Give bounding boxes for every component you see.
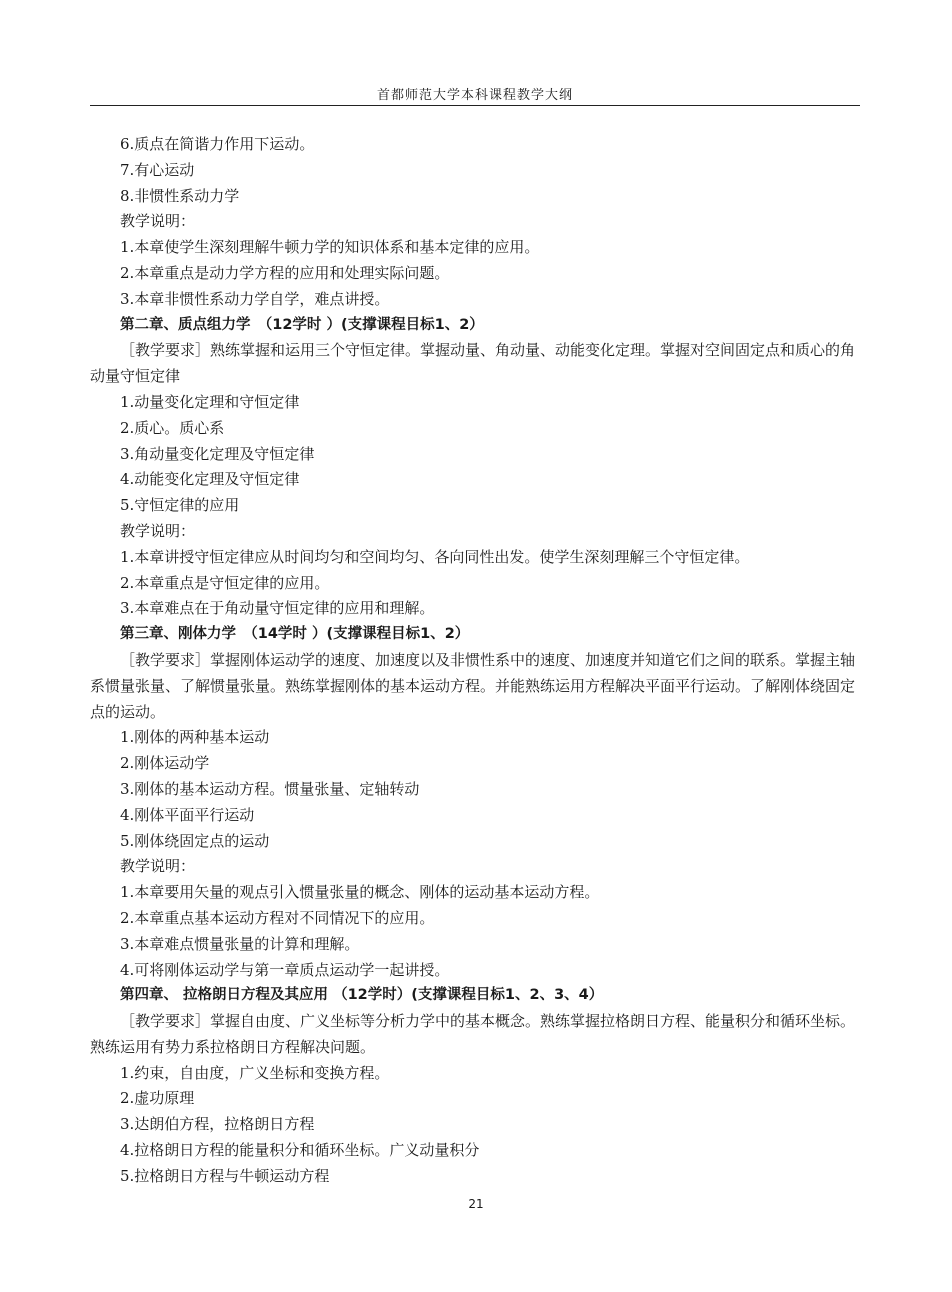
page-header: 首都师范大学本科课程教学大纲 bbox=[376, 88, 573, 103]
text-line: 1.动量变化定理和守恒定律 bbox=[120, 392, 300, 411]
text-line: 1.刚体的两种基本运动 bbox=[120, 728, 270, 747]
text-line: 1.约束，自由度，广义坐标和变换方程。 bbox=[120, 1063, 390, 1082]
text-line: 教学说明： bbox=[120, 857, 196, 876]
header-rule bbox=[90, 105, 860, 106]
text-line: 1.本章使学生深刻理解牛顿力学的知识体系和基本定律的应用。 bbox=[120, 238, 540, 257]
text-line: 7.有心运动 bbox=[120, 160, 195, 179]
text-line: ［教学要求］熟练掌握和运用三个守恒定律。掌握动量、角动量、动能变化定理。掌握对空间固定点和质心的角动量守恒定律 bbox=[90, 341, 856, 386]
text-line: 5.拉格朗日方程与牛顿运动方程 bbox=[120, 1166, 330, 1185]
chapter-heading: 第三章、刚体力学 （14学时 ）(支撑课程目标1、2） bbox=[120, 626, 470, 643]
text-line: 2.本章重点是守恒定律的应用。 bbox=[120, 573, 330, 592]
text-line: 6.质点在简谐力作用下运动。 bbox=[120, 135, 315, 153]
text-line: 3.本章难点惯量张量的计算和理解。 bbox=[120, 934, 360, 953]
page-number: 21 bbox=[468, 1197, 484, 1211]
chapter-heading: 第二章、质点组力学 （12学时 ）(支撑课程目标1、2） bbox=[120, 316, 484, 333]
text-line: 4.可将刚体运动学与第一章质点运动学一起讲授。 bbox=[120, 960, 450, 979]
text-line: 2.本章重点基本运动方程对不同情况下的应用。 bbox=[120, 908, 435, 927]
text-line: 1.本章讲授守恒定律应从时间均匀和空间均匀、各向同性出发。使学生深刻理解三个守恒定律。 bbox=[120, 547, 750, 566]
text-line: 3.本章非惯性系动力学自学，难点讲授。 bbox=[120, 289, 390, 308]
text-line: 8.非惯性系动力学 bbox=[120, 186, 240, 205]
text-line: 3.角动量变化定理及守恒定律 bbox=[120, 444, 315, 463]
document-body bbox=[90, 132, 862, 1190]
text-line: 2.质心。质心系 bbox=[120, 418, 225, 437]
text-line: 教学说明： bbox=[120, 521, 196, 540]
text-line: 4.动能变化定理及守恒定律 bbox=[120, 470, 300, 489]
text-line: ［教学要求］掌握刚体运动学的速度、加速度以及非惯性系中的速度、加速度并知道它们之间的联系。掌握主轴系惯量张量、了解惯量张量。熟练掌握刚体的基本运动方程。并能熟练运用方程解决平面平行运动。了解刚体绕固定点的运动。 bbox=[90, 650, 856, 721]
text-line: 4.刚体平面平行运动 bbox=[120, 805, 255, 824]
text-line: 2.刚体运动学 bbox=[120, 754, 210, 773]
text-line: 5.刚体绕固定点的运动 bbox=[120, 831, 270, 850]
chapter-heading: 第四章、 拉格朗日方程及其应用 （12学时）(支撑课程目标1、2、3、4） bbox=[120, 987, 604, 1004]
text-line: 5.守恒定律的应用 bbox=[120, 496, 240, 515]
text-line: 2.本章重点是动力学方程的应用和处理实际问题。 bbox=[120, 263, 450, 282]
text-line: 3.刚体的基本运动方程。惯量张量、定轴转动 bbox=[120, 779, 420, 798]
text-line: 3.本章难点在于角动量守恒定律的应用和理解。 bbox=[120, 599, 435, 618]
text-line: 教学说明： bbox=[120, 212, 196, 231]
text-line: 1.本章要用矢量的观点引入惯量张量的概念、刚体的运动基本运动方程。 bbox=[120, 883, 600, 902]
text-line: 3.达朗伯方程，拉格朗日方程 bbox=[120, 1115, 315, 1134]
text-line: 4.拉格朗日方程的能量积分和循环坐标。广义动量积分 bbox=[120, 1141, 480, 1160]
text-line: 2.虚功原理 bbox=[120, 1089, 195, 1108]
text-line: ［教学要求］掌握自由度、广义坐标等分析力学中的基本概念。熟练掌握拉格朗日方程、能量积分和循环坐标。熟练运用有势力系拉格朗日方程解决问题。 bbox=[90, 1012, 856, 1056]
